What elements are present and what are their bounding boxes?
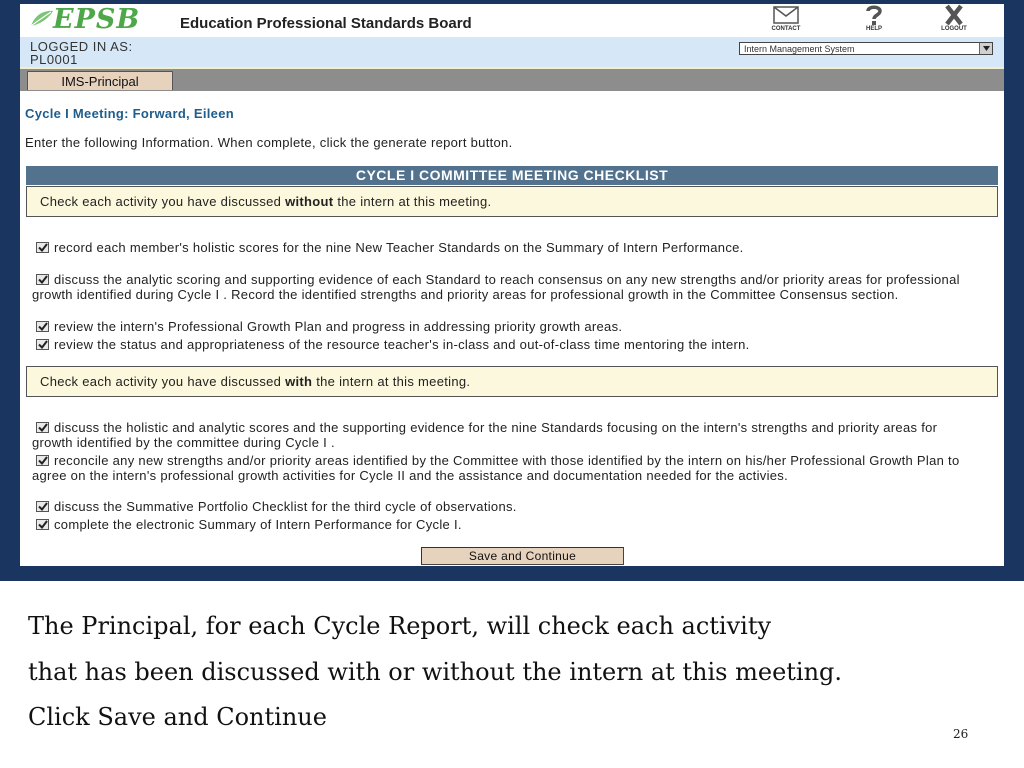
- activity-checkbox[interactable]: [36, 455, 49, 466]
- caption-line: The Principal, for each Cycle Report, will check each activity: [28, 612, 772, 640]
- checkmark-icon: [38, 340, 48, 349]
- checklist-item: [32, 320, 972, 335]
- help-label: HELP: [865, 26, 882, 32]
- checklist-item: [32, 273, 972, 302]
- tab-ims-principal[interactable]: IMS-Principal: [27, 71, 173, 90]
- contact-label: CONTACT: [771, 26, 801, 32]
- checklist-header: CYCLE I COMMITTEE MEETING CHECKLIST: [26, 166, 998, 185]
- question-mark-icon: [859, 4, 889, 26]
- system-select[interactable]: [739, 42, 993, 55]
- checkmark-icon: [38, 243, 48, 252]
- slide-number: 26: [953, 727, 969, 741]
- logo-text: EPSB: [53, 4, 141, 35]
- checklist-item-text: discuss the Summative Portfolio Checklist for the third cycle of observations.: [54, 499, 517, 514]
- slide-caption: [28, 604, 842, 741]
- activity-checkbox[interactable]: [36, 501, 49, 512]
- top-header: [20, 4, 1004, 37]
- checklist-item-text: review the status and appropriateness of the resource teacher's in-class and out-of-class time mentoring the intern.: [54, 337, 750, 352]
- checkmark-icon: [38, 322, 48, 331]
- notice-with-intern: [26, 366, 998, 397]
- checklist-item-text: discuss the analytic scoring and supporting evidence of each Standard to reach consensus on any new strengths and/or priority areas for professional growth identified during Cycle I . Record the identified strengths and priority areas for professional growth in the Committee Consensus section.: [32, 272, 960, 302]
- logout-button[interactable]: [930, 4, 978, 34]
- notice-text: the intern at this meeting.: [312, 374, 471, 389]
- activity-checkbox[interactable]: [36, 321, 49, 332]
- notice-text: Check each activity you have discussed: [40, 194, 286, 209]
- notice-emphasis: with: [285, 374, 313, 389]
- system-select-value: Intern Management System: [744, 43, 855, 54]
- activity-checkbox[interactable]: [36, 242, 49, 253]
- checklist-item: [32, 500, 972, 515]
- notice-text: the intern at this meeting.: [333, 194, 492, 209]
- epsb-logo[interactable]: [29, 4, 140, 34]
- contact-button[interactable]: [762, 4, 810, 34]
- app-window: [20, 4, 1004, 566]
- activity-checkbox[interactable]: [36, 274, 49, 285]
- tab-bar: [20, 67, 1004, 91]
- checkmark-icon: [38, 520, 48, 529]
- notice-without-intern: [26, 186, 998, 217]
- checklist-item-text: record each member's holistic scores for the nine New Teacher Standards on the Summary of Intern Performance.: [54, 240, 744, 255]
- notice-text: Check each activity you have discussed: [40, 374, 286, 389]
- leaf-logo-icon: [29, 8, 55, 30]
- caption-line: Click Save and Continue: [28, 703, 327, 731]
- activity-checkbox[interactable]: [36, 519, 49, 530]
- checklist-item: [32, 454, 972, 483]
- notice-emphasis: without: [285, 194, 334, 209]
- checklist-item-text: reconcile any new strengths and/or priority areas identified by the Committee with those identified by the intern on his/her Professional Growth Plan to agree on the intern's professional growth activities for Cycle II and the assistance and documentation needed for the activies.: [32, 453, 960, 483]
- checklist-item-text: review the intern's Professional Growth Plan and progress in addressing priority growth areas.: [54, 319, 623, 334]
- logout-label: LOGOUT: [941, 26, 967, 32]
- logged-in-label: LOGGED IN AS:: [30, 39, 133, 54]
- page-title: Cycle I Meeting: Forward, Eileen: [25, 106, 234, 121]
- checkmark-icon: [38, 502, 48, 511]
- user-id: PL0001: [30, 52, 78, 67]
- login-bar: [20, 37, 1004, 67]
- board-name: Education Professional Standards Board: [180, 15, 472, 32]
- checklist-item-text: discuss the holistic and analytic scores and the supporting evidence for the nine Standards focusing on the intern's strengths and priority areas for growth identified by the committee during Cycle I .: [32, 420, 938, 450]
- checklist-item: [32, 338, 972, 353]
- help-button[interactable]: [850, 4, 898, 34]
- caption-line: that has been discussed with or without the intern at this meeting.: [28, 657, 843, 686]
- activity-checkbox[interactable]: [36, 339, 49, 350]
- checkmark-icon: [38, 423, 48, 432]
- checklist-item: [32, 421, 972, 450]
- chevron-down-icon: [983, 46, 990, 51]
- dropdown-arrow[interactable]: [979, 43, 992, 54]
- checkmark-icon: [38, 456, 48, 465]
- instructions-text: Enter the following Information. When complete, click the generate report button.: [25, 135, 513, 150]
- close-x-icon: [939, 4, 969, 26]
- checklist-item: [32, 241, 972, 256]
- checklist-item: [32, 518, 972, 533]
- activity-checkbox[interactable]: [36, 422, 49, 433]
- checklist-item-text: complete the electronic Summary of Intern Performance for Cycle I.: [54, 517, 462, 532]
- save-and-continue-button[interactable]: Save and Continue: [421, 547, 624, 565]
- checkmark-icon: [38, 275, 48, 284]
- envelope-icon: [771, 4, 801, 26]
